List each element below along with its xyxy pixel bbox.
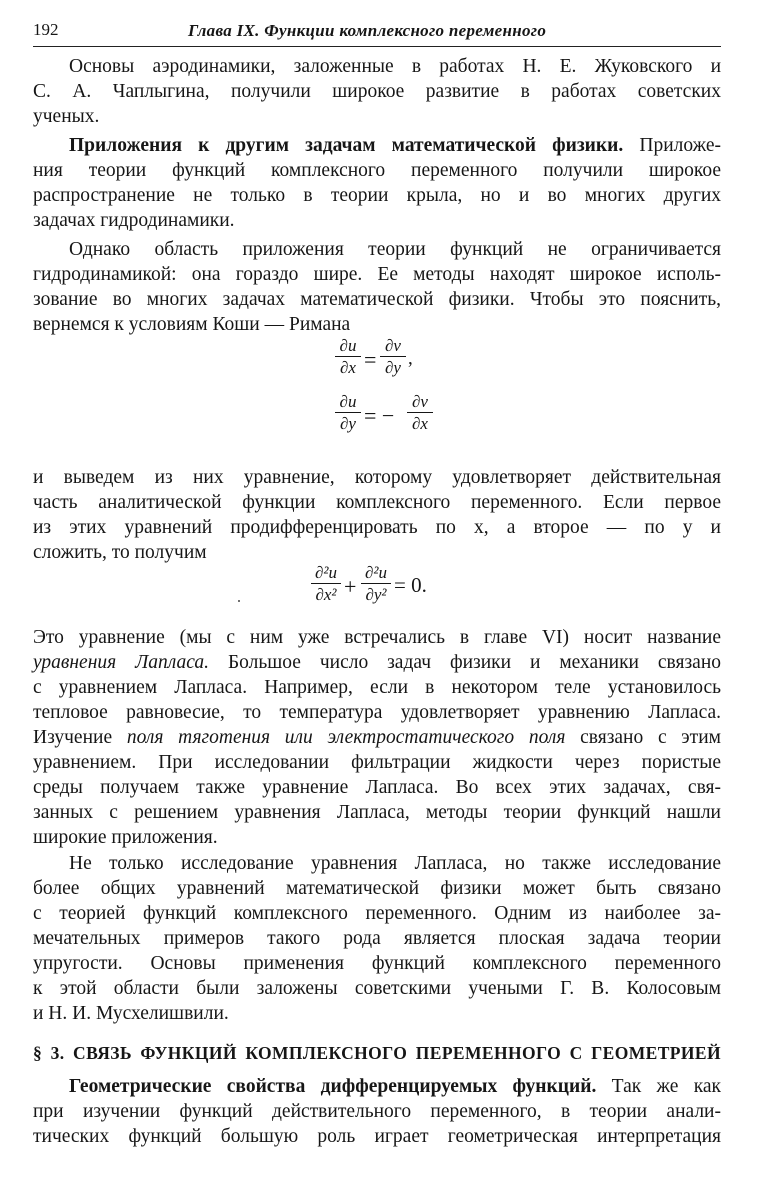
text-line: широкие приложения. — [33, 827, 218, 848]
text-line: к этой области были заложены советскими учеными Г. В. Колосовым — [33, 978, 721, 999]
text-line: более общих уравнений математической физики может быть связано — [33, 878, 721, 899]
text-line: Приложения к другим задачам математической физики. Приложе- — [69, 135, 722, 156]
text-line: ния теории функций комплексного переменного получили широкое — [33, 160, 721, 181]
text-line: уравнением. При исследовании фильтрации жидкости через пористые — [33, 752, 721, 773]
paragraph-heading: Геометрические свойства дифференцируемых функций. — [69, 1076, 597, 1097]
text-line: Это уравнение (мы с ним уже встречались в главе VI) носит название — [33, 627, 721, 648]
text-line: ученых. — [33, 106, 100, 127]
text-line: упругости. Основы применения функций комплексного переменного — [33, 953, 721, 974]
text-line: тических функций большую роль играет геометрическая интерпретация — [33, 1126, 721, 1147]
page-header — [33, 20, 721, 47]
text-line: С. А. Чаплыгина, получили широкое развитие в работах советских — [33, 81, 721, 102]
text-line: и выведем из них уравнение, которому удовлетворяет действительная — [33, 467, 721, 488]
text-line: распространение не только в теории крыла, но и во многих других — [33, 185, 721, 206]
text-line: вернемся к условиям Коши — Римана — [33, 314, 351, 335]
text-line: Геометрические свойства дифференцируемых функций. Так же как — [69, 1076, 722, 1097]
text-line: мечательных примеров такого рода является плоская задача теории — [33, 928, 721, 949]
page-number: 192 — [33, 20, 59, 39]
text-line: сложить, то получим — [33, 542, 207, 563]
text-line: Изучение поля тяготения или электростатического поля связано с этим — [33, 727, 721, 748]
text-line: с теорией функций комплексного переменного. Одним из наиболее за- — [33, 903, 721, 924]
text-line: Однако область приложения теории функций не ограничивается — [69, 239, 721, 260]
fraction: ∂u ∂x — [335, 336, 361, 377]
cauchy-riemann-equation-2: ∂u ∂y = − ∂v ∂x — [335, 392, 455, 442]
fraction: ∂v ∂y — [380, 336, 406, 377]
text-line: тепловое равновесие, то температура удовлетворяет уравнению Лапласа. — [33, 702, 721, 723]
running-title: Глава IX. Функции комплексного переменного — [188, 21, 547, 40]
text-line: часть аналитической функции комплексного переменного. Если первое — [33, 492, 721, 513]
fraction: ∂²u ∂y² — [361, 563, 391, 604]
text-line: Не только исследование уравнения Лапласа, но также исследование — [69, 853, 721, 874]
text-line: и Н. И. Мусхелишвили. — [33, 1003, 229, 1024]
fraction: ∂u ∂y — [335, 392, 361, 433]
laplace-equation: ∂²u ∂x² + ∂²u ∂y² = 0. — [311, 563, 461, 613]
section-heading: § 3. СВЯЗЬ ФУНКЦИЙ КОМПЛЕКСНОГО ПЕРЕМЕННОГО С ГЕОМЕТРИЕЙ — [33, 1043, 721, 1063]
cauchy-riemann-equation-1: ∂u ∂x = ∂v ∂y , — [335, 336, 455, 386]
print-speck — [238, 600, 240, 602]
fraction: ∂v ∂x — [407, 392, 433, 433]
text-line: среды получаем также уравнение Лапласа. Во всех этих задачах, свя- — [33, 777, 721, 798]
text-line: гидродинамикой: она гораздо шире. Ее методы находят широкое исполь- — [33, 264, 721, 285]
text-line: занных с решением уравнения Лапласа, методы теории функций нашли — [33, 802, 721, 823]
fraction: ∂²u ∂x² — [311, 563, 341, 604]
text-line: задачах гидродинамики. — [33, 210, 235, 231]
text-line: зование во многих задачах математической физики. Чтобы это пояснить, — [33, 289, 721, 310]
text-line: при изучении функций действительного переменного, в теории анали- — [33, 1101, 721, 1122]
text-line: Основы аэродинамики, заложенные в работах Н. Е. Жуковского и — [69, 56, 721, 77]
paragraph-heading: Приложения к другим задачам математической физики. — [69, 135, 624, 156]
text-line: из этих уравнений продифференцировать по x, а второе — по y и — [33, 517, 721, 538]
text-line: с уравнением Лапласа. Например, если в некотором теле установилось — [33, 677, 721, 698]
text-line: уравнения Лапласа. Большое число задач физики и механики связано — [33, 652, 722, 673]
